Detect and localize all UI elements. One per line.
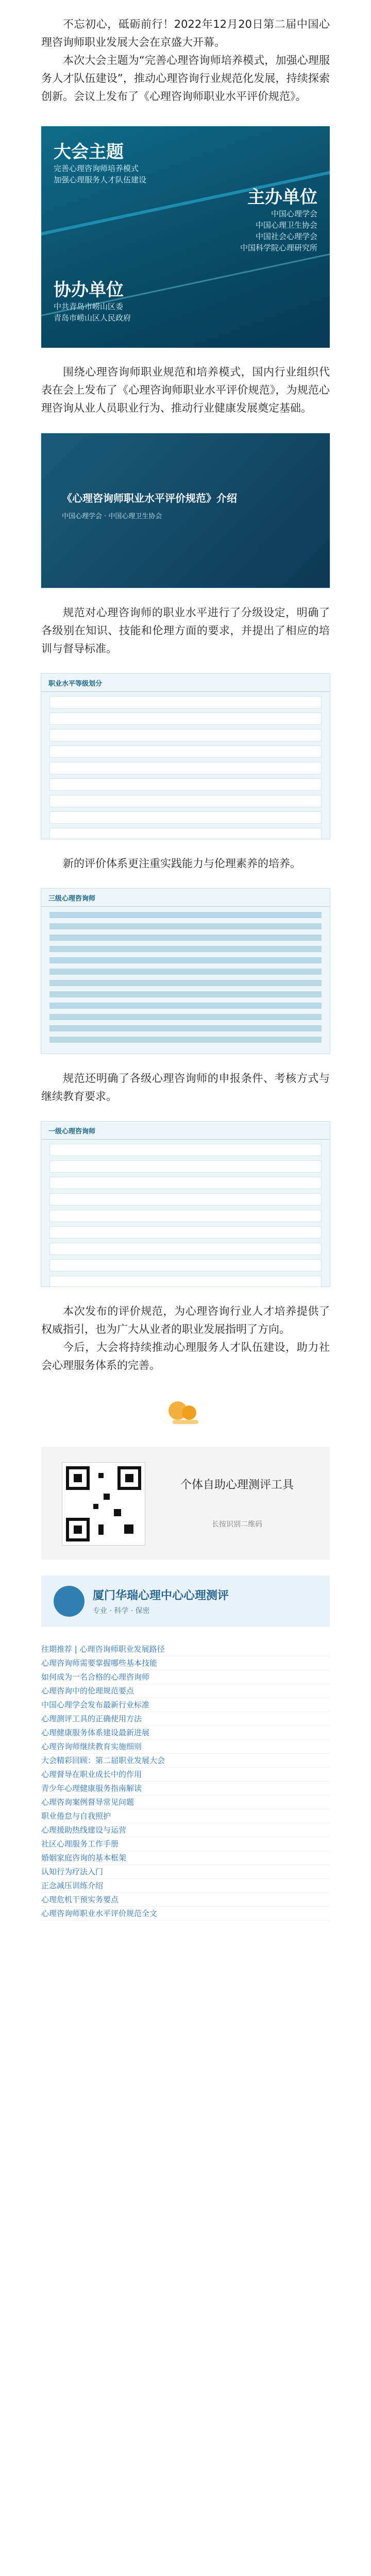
slide-row (49, 729, 322, 741)
related-link[interactable]: 青少年心理健康服务指南解读 (41, 1782, 330, 1795)
theme-line: 加强心理服务人才队伍建设 (54, 175, 147, 184)
slide-row (49, 778, 322, 791)
intro-paragraph: 本次大会主题为“完善心理咨询师培养模式，加强心理服务人才队伍建设”，推动心理咨询行业规范化发展，持续探索创新。会议上发布了《心理咨询师职业水平评价规范》。 (41, 54, 330, 103)
slide-bar (49, 923, 322, 929)
slide-bar (49, 957, 322, 963)
related-link[interactable]: 心理督导在职业成长中的作用 (41, 1768, 330, 1782)
conference-poster (41, 126, 330, 348)
related-link[interactable]: 心理危机干预实务要点 (41, 1893, 330, 1907)
slide-bar (49, 1014, 322, 1020)
related-link[interactable]: 中国心理学会发布最新行业标准 (41, 1698, 330, 1712)
slide-levels (41, 673, 330, 839)
body-paragraph: 新的评价体系更注重实践能力与伦理素养的培养。 (63, 857, 301, 870)
slide-title: 一级心理咨询师 (41, 1122, 330, 1140)
slide-bar (49, 946, 322, 952)
body-text (41, 855, 330, 873)
body-paragraph: 规范还明确了各级心理咨询师的申报条件、考核方式与继续教育要求。 (41, 1072, 330, 1103)
slide-bar (49, 991, 322, 997)
body-paragraph: 今后，大会将持续推动心理服务人才队伍建设，助力社会心理服务体系的完善。 (41, 1341, 330, 1371)
related-link[interactable]: 职业倦怠与自我照护 (41, 1809, 330, 1823)
qr-code-icon[interactable] (62, 1462, 145, 1546)
related-links (41, 1642, 330, 1921)
slide-bar (49, 980, 322, 986)
body-text (41, 1302, 330, 1375)
slide-level3 (41, 888, 330, 1054)
brand-logo-icon (54, 1586, 85, 1617)
slide-level1 (41, 1121, 330, 1287)
related-link[interactable]: 心理援助热线建设与运营 (41, 1823, 330, 1837)
slide-row (49, 795, 322, 807)
slide-row (49, 828, 322, 839)
slide-title: 职业水平等级划分 (41, 674, 330, 692)
slide-subtitle: 中国心理学会 · 中国心理卫生协会 (62, 513, 162, 520)
slide-row (49, 762, 322, 774)
slide-title: 三级心理咨询师 (41, 889, 330, 907)
slide-row (49, 745, 322, 758)
related-link[interactable]: 心理咨询中的伦理规范要点 (41, 1684, 330, 1698)
slide-title: 《心理咨询师职业水平评价规范》介绍 (62, 492, 237, 504)
slide-row (49, 1144, 322, 1156)
slide-row (49, 1193, 322, 1206)
slide-row (49, 1226, 322, 1239)
slide-row (49, 1243, 322, 1255)
related-link[interactable]: 心理咨询师继续教育实施细则 (41, 1740, 330, 1754)
related-link[interactable]: 认知行为疗法入门 (41, 1865, 330, 1879)
related-link[interactable]: 婚姻家庭咨询的基本框架 (41, 1851, 330, 1865)
host-item: 中国社会心理学会 (255, 232, 317, 241)
body-text (41, 604, 330, 658)
slide-row (49, 811, 322, 824)
intro-text (41, 0, 330, 106)
host-item: 中国科学院心理研究所 (240, 243, 317, 252)
intro-paragraph: 不忘初心，砥砺前行！2022年12月20日第二届中国心理咨询师职业发展大会在京盛大开幕。 (41, 18, 330, 48)
related-link[interactable]: 心理咨询案例督导常见问题 (41, 1795, 330, 1809)
slide-bar (49, 1037, 322, 1043)
promo-banner[interactable] (41, 1575, 330, 1627)
theme-label: 大会主题 (54, 142, 124, 162)
host-label: 主办单位 (247, 187, 317, 208)
theme-line: 完善心理咨询师培养模式 (54, 164, 139, 173)
banner-subtitle: 专业 · 科学 · 保密 (93, 1607, 150, 1615)
banner-title: 厦门华瑞心理中心心理测评 (93, 1589, 229, 1602)
host-item: 中国心理学会 (271, 209, 317, 218)
related-link[interactable]: 社区心理服务工作手册 (41, 1837, 330, 1851)
slide-bar (49, 1003, 322, 1009)
slide-bar (49, 1025, 322, 1031)
body-text (41, 1070, 330, 1106)
co-label: 协办单位 (54, 280, 124, 300)
qr-card (41, 1447, 330, 1560)
related-link[interactable]: 心理测评工具的正确使用方法 (41, 1712, 330, 1726)
related-link[interactable]: 心理咨询师职业水平评价规范全文 (41, 1907, 330, 1921)
co-item: 青岛市崂山区人民政府 (54, 313, 131, 323)
host-item: 中国心理卫生协会 (255, 221, 317, 230)
slide-bar (49, 969, 322, 975)
body-text (41, 363, 330, 417)
slide-row (49, 713, 322, 725)
slide-row (49, 696, 322, 708)
body-paragraph: 本次发布的评价规范，为心理咨询行业人才培养提供了权威指引，也为广大从业者的职业发展指明了方向。 (41, 1305, 330, 1335)
body-paragraph: 规范对心理咨询师的职业水平进行了分级设定，明确了各级别在知识、技能和伦理方面的要求，并提出了相应的培训与督导标准。 (41, 606, 330, 655)
slide-row (49, 1276, 322, 1287)
body-paragraph: 围绕心理咨询师职业规范和培养模式，国内行业组织代表在会上发布了《心理咨询师职业水平评价规范》，为规范心理咨询从业人员职业行为、推动行业健康发展奠定基础。 (41, 366, 330, 414)
related-link[interactable]: 如何成为一名合格的心理咨询师 (41, 1670, 330, 1684)
related-link[interactable]: 大会精彩回顾：第二届职业发展大会 (41, 1754, 330, 1768)
slide-bar (49, 912, 322, 918)
slide-row (49, 1210, 322, 1222)
related-link[interactable]: 正念减压训练介绍 (41, 1879, 330, 1893)
related-link[interactable]: 心理咨询师需要掌握哪些基本技能 (41, 1656, 330, 1670)
slide-bar (49, 935, 322, 941)
slide-row (49, 1259, 322, 1272)
related-link[interactable]: 心理健康服务体系建设最新进展 (41, 1726, 330, 1740)
slide-row (49, 1160, 322, 1173)
co-item: 中共青岛市崂山区委 (54, 302, 124, 311)
related-link[interactable]: 往期推荐 | 心理咨询师职业发展路径 (41, 1642, 330, 1656)
decor-illustration-icon (162, 1395, 209, 1431)
qr-subtitle: 长按识别二维码 (212, 1520, 262, 1529)
slide-intro (41, 433, 330, 588)
slide-row (49, 1177, 322, 1189)
qr-title: 个体自助心理测评工具 (180, 1479, 294, 1492)
